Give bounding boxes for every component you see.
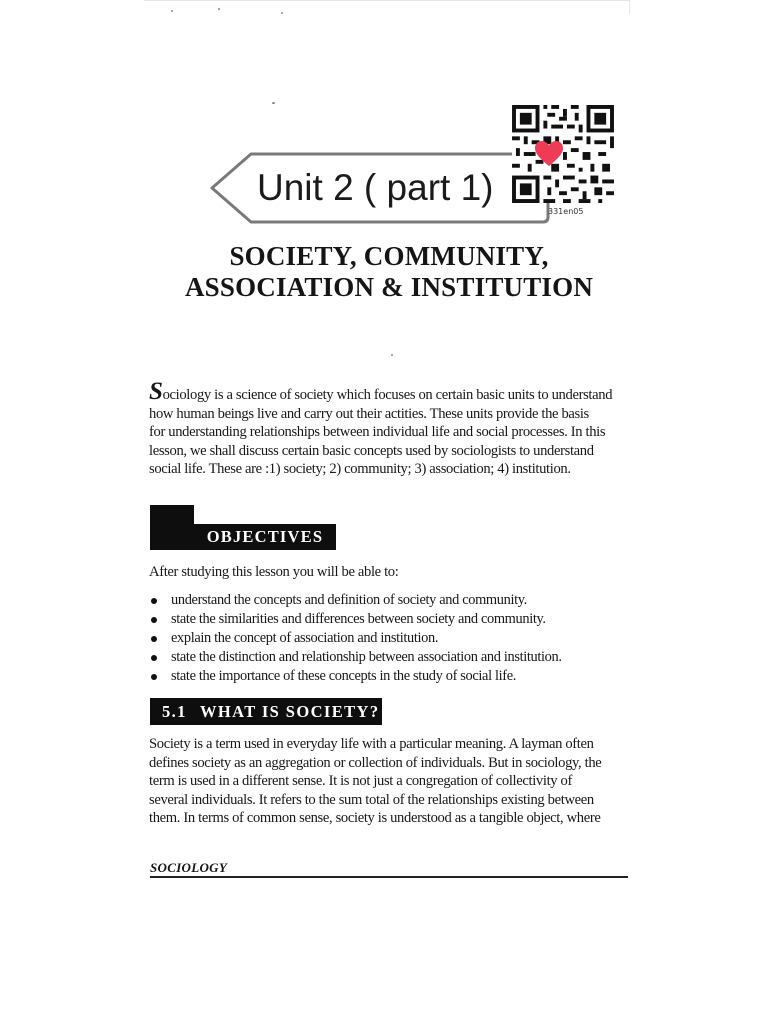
society-line: defines society as an aggregation or collection of individuals. But in sociology, the: [149, 754, 602, 771]
list-item: [149, 610, 629, 629]
list-item: [149, 591, 629, 610]
qr-code-caption: 331en05: [548, 207, 584, 216]
bullet-icon: [151, 674, 157, 680]
bullet-icon: [151, 655, 157, 661]
list-item: [149, 629, 629, 648]
society-line: them. In terms of common sense, society is understood as a tangible object, where: [149, 810, 601, 827]
list-item: [149, 648, 629, 667]
dropcap: S: [149, 378, 163, 405]
list-item-text: understand the concepts and definition of society and community.: [171, 592, 527, 608]
intro-line-text: ociology is a science of society which focuses on certain basic units to understand: [162, 387, 613, 403]
chapter-title-line1: SOCIETY, COMMUNITY,: [229, 241, 549, 271]
intro-paragraph: [149, 378, 633, 479]
scan-speck: [171, 10, 173, 12]
list-item-text: explain the concept of association and institution.: [171, 630, 439, 646]
scan-speck: [218, 8, 220, 10]
list-item: [149, 667, 629, 686]
footer-rule: [150, 876, 628, 878]
intro-line: [149, 378, 633, 405]
list-item-text: state the similarities and differences between society and community.: [171, 611, 546, 627]
objectives-header-block: [150, 505, 194, 550]
bullet-icon: [151, 617, 157, 623]
unit-title: Unit 2 ( part 1): [257, 167, 494, 208]
chapter-title-line2: ASSOCIATION & INSTITUTION: [184, 272, 594, 302]
objectives-heading: OBJECTIVES: [194, 524, 336, 550]
society-line: Society is a term used in everyday life with a particular meaning. A layman often: [149, 736, 594, 752]
section-title: WHAT IS SOCIETY?: [200, 702, 380, 721]
page-top-edge: [144, 0, 629, 1]
list-item-text: state the importance of these concepts in the study of social life.: [171, 668, 516, 684]
objectives-list: [149, 591, 629, 686]
page-right-edge: [629, 0, 630, 14]
intro-line: for understanding relationships between individual life and social processes. In this: [149, 424, 606, 441]
scan-speck: [272, 102, 275, 104]
society-line: several individuals. It refers to the sum total of the relationships existing between: [149, 791, 594, 808]
heart-icon: [534, 140, 564, 168]
scan-speck: [391, 354, 393, 356]
intro-line: lesson, we shall discuss certain basic concepts used by sociologists to understand: [149, 442, 594, 459]
objectives-intro: After studying this lesson you will be able to:: [149, 564, 399, 580]
society-paragraph: [149, 735, 633, 828]
section-heading: [150, 698, 382, 725]
bullet-icon: [151, 598, 157, 604]
intro-line: how human beings live and carry out their actities. These units provide the basis: [149, 405, 589, 422]
unit-banner: [209, 152, 550, 224]
intro-line: social life. These are :1) society; 2) community; 3) association; 4) institution.: [149, 461, 571, 478]
bullet-icon: [151, 636, 157, 642]
list-item-text: state the distinction and relationship between association and institution.: [171, 649, 562, 665]
footer-label: SOCIOLOGY: [150, 860, 228, 875]
section-number: 5.1: [162, 702, 187, 721]
society-line: term is used in a different sense. It is not just a congregation of collectivity of: [149, 773, 572, 790]
scan-speck: [281, 12, 283, 14]
